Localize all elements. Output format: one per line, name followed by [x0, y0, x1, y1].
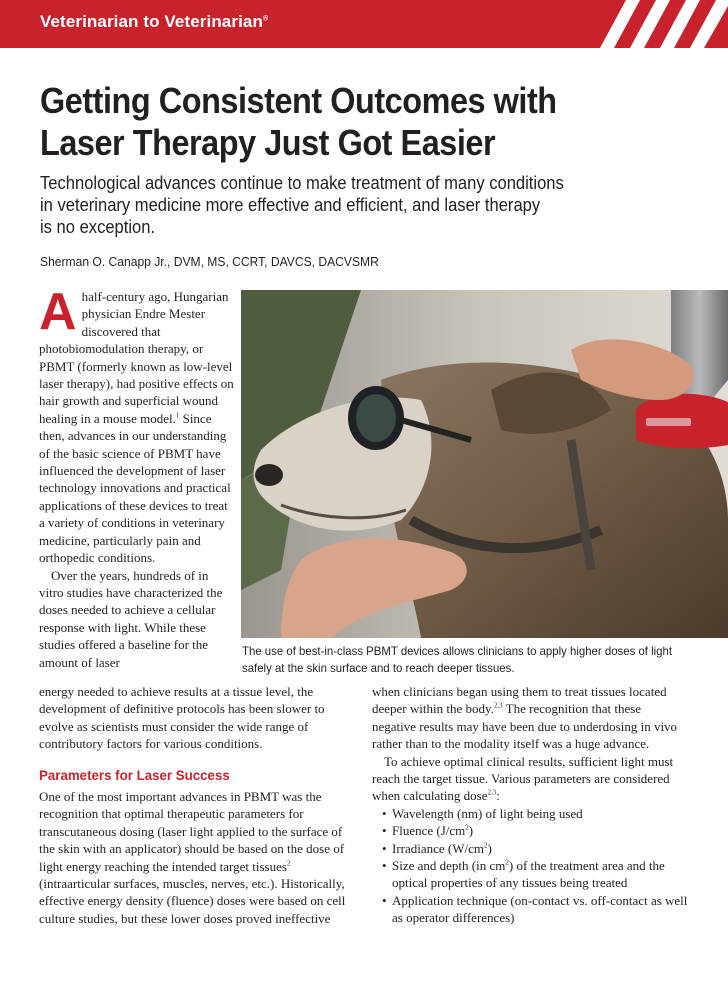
drop-cap: A [39, 283, 77, 341]
photo-caption: The use of best-in-class PBMT devices allows clinicians to apply higher doses of light safely at the skin surface and to reach deeper tissues. [242, 644, 673, 675]
column-1-section [39, 788, 349, 927]
paragraph-2: Over the years, hundreds of in vitro studies have characterized the doses needed to achieve a cellular response with light. While these studies offered a baseline for the amount of laser [39, 567, 223, 670]
parameter-list [372, 805, 688, 927]
article-byline: Sherman O. Canapp Jr., DVM, MS, CCRT, DAVCS, DACVSMR [40, 254, 379, 269]
article-headline: Getting Consistent Outcomes with Laser Therapy Just Got Easier [40, 80, 557, 163]
article-deck: Technological advances continue to make treatment of many conditions in veterinary medicine more effective and efficient, and laser therapy is no exception. [40, 173, 564, 237]
column-1-continued [39, 683, 349, 753]
list-item: • Irradiance $(W/cm^2)$ [392, 840, 688, 857]
column-2 [372, 683, 688, 927]
banner-title: Veterinarian to Veterinarian® [40, 12, 269, 31]
paragraph-3: One of the most important advances in PBMT was the recognition that optimal therapeutic parameters for transcutaneous dosing (laser light applied to the surface of the skin with an applicator) should be based on the dose of light energy reaching the intended target tissues$^2$ (intraarticular surfaces, muscles, nerves, etc.). Historically, effective energy density (fluence) doses were based on cell culture studies, but these lower doses proved ineffective [39, 789, 346, 926]
section-banner [0, 0, 728, 48]
list-item: • Fluence $(J/cm^2)$ [392, 822, 688, 839]
list-item: • Application technique (on-contact vs. off-contact as well as operator differences) [392, 892, 688, 927]
list-item: • Wavelength (nm) of light being used [392, 805, 688, 822]
therapy-photo [241, 290, 728, 638]
paragraph-5: To achieve optimal clinical results, sufficient light must reach the target tissue. Various parameters are considered when calculating dose$^{2,3}$: [372, 753, 674, 804]
section-heading: Parameters for Laser Success [39, 767, 230, 783]
column-1-top [39, 283, 235, 671]
paragraph-4: when clinicians began using them to treat tissues located deeper within the body.$^{2,3}$ The recognition that these negative results may have been due to underdosing in vivo rather than to the modality itself was a huge advance. [372, 684, 678, 752]
intro-paragraph: Ahalf-century ago, Hungarian physician Endre Mester discovered that photobiomodulation therapy, or PBMT (formerly known as low-level laser therapy), had positive effects on hair growth and superficial wound healing in a mouse model.$^1$ Since then, advances in our understanding of the basic science of PBMT have influenced the development of laser technology innovations and practical applications of these devices to treat a variety of conditions in veterinary medicine, particularly pain and orthopedic conditions. [39, 283, 234, 566]
banner-stripes [578, 0, 728, 48]
paragraph-2-continued: energy needed to achieve results at a tissue level, the development of definitive protocols has been slower to evolve as scientists must consider the wide range of contributory factors for various conditions. [39, 684, 325, 752]
list-item: • Size and depth (in $cm^2$) of the treatment area and the optical properties of any tissues being treated [392, 857, 688, 892]
dog-laser-therapy-image [241, 290, 728, 638]
